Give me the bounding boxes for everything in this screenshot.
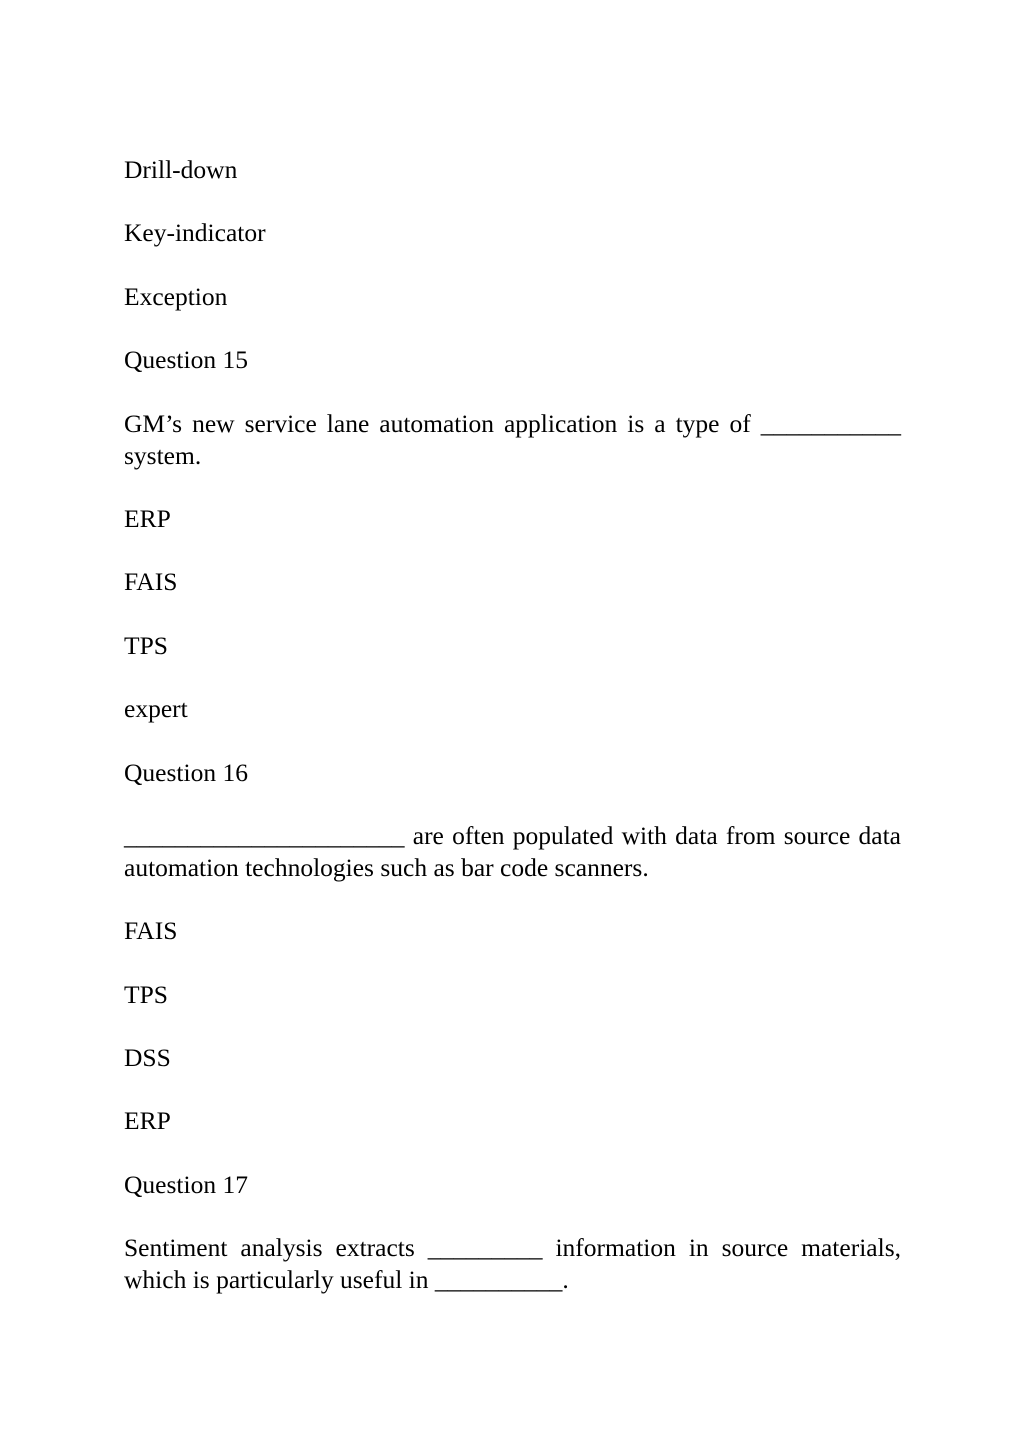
document-page [124, 154, 901, 1328]
question-text: Sentiment analysis extracts _________ information in source materials, which is particularly useful in __________. [124, 1233, 901, 1295]
answer-option: Exception [124, 281, 228, 311]
answer-option: ERP [124, 503, 171, 533]
answer-option: FAIS [124, 916, 178, 946]
answer-option: expert [124, 694, 188, 724]
question-heading: Question 15 [124, 345, 248, 375]
answer-option: Key-indicator [124, 218, 266, 248]
answer-option: TPS [124, 979, 168, 1009]
answer-option: DSS [124, 1043, 171, 1073]
answer-option: ERP [124, 1106, 171, 1136]
answer-option: Drill-down [124, 155, 238, 184]
answer-option: FAIS [124, 567, 178, 597]
answer-option: TPS [124, 630, 168, 660]
question-text: GM’s new service lane automation application is a type of ___________ system. [124, 408, 901, 470]
question-heading: Question 17 [124, 1169, 248, 1199]
question-text: ______________________ are often populated with data from source data automation technologies such as bar code scanners. [124, 820, 901, 882]
question-heading: Question 16 [124, 757, 248, 787]
